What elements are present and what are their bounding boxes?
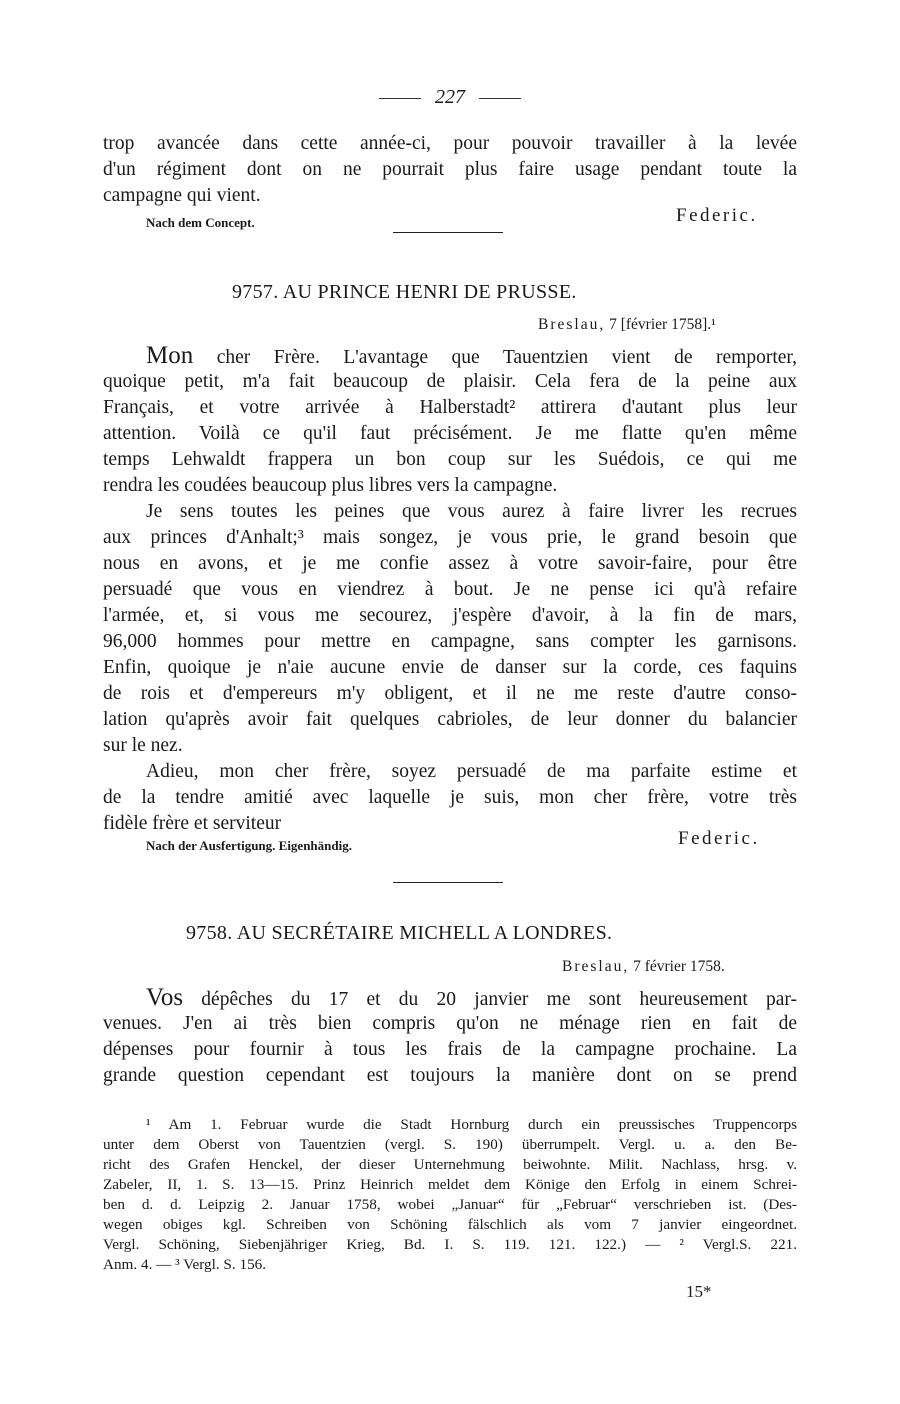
text-line: campagne qui vient.: [103, 185, 261, 206]
text-line: grande question cependant est toujours la manière dont on se prend: [103, 1065, 797, 1086]
text-line: dépenses pour fournir à tous les frais de la campagne prochaine. La: [103, 1039, 797, 1060]
text-line: Adieu, mon cher frère, soyez persuadé de ma parfaite estime et: [146, 761, 797, 782]
letter-heading: 9757. AU PRINCE HENRI DE PRUSSE.: [232, 281, 577, 303]
text-line: venues. J'en ai très bien compris qu'on ne ménage rien en fait de: [103, 1013, 797, 1034]
text-line: temps Lehwaldt frappera un bon coup sur les Suédois, ce qui me: [103, 449, 797, 470]
drop-word: Mon: [146, 342, 194, 369]
signature: Federic.: [676, 205, 758, 226]
source-note: Nach der Ausfertigung. Eigenhändig.: [146, 838, 352, 853]
dateline-date: 7 [février 1758].¹: [609, 316, 716, 333]
footnote-line: ¹ Am 1. Februar wurde die Stadt Hornburg durch ein preussisches Truppencorps: [146, 1116, 797, 1133]
text-line: 96,000 hommes pour mettre en campagne, sans compter les garnisons.: [103, 631, 797, 652]
section-divider: [393, 232, 503, 233]
footnote-line: ben d. d. Leipzig 2. Januar 1758, wobei „Januar“ für „Februar“ verschrieben ist. (Des-: [103, 1196, 797, 1213]
header-dash-left: [379, 98, 421, 99]
footnote-line: Vergl. Schöning, Siebenjähriger Krieg, Bd. I. S. 119. 121. 122.) — ² Vergl.S. 221.: [103, 1236, 797, 1253]
page-number: 227: [435, 86, 465, 108]
footnote-line: Zabeler, II, 1. S. 13—15. Prinz Heinrich meldet dem Könige den Erfolg in einem Schrei-: [103, 1176, 797, 1193]
header-dash-right: [479, 98, 521, 99]
text-line: Mon cher Frère. L'avantage que Tauentzien vient de remporter,: [146, 342, 797, 369]
footnote-line: Anm. 4. — ³ Vergl. S. 156.: [103, 1256, 267, 1273]
drop-word: Vos: [146, 984, 184, 1011]
footnote-line: richt des Grafen Henckel, der dieser Unternehmung beiwohnte. Milit. Nachlass, hrsg. v.: [103, 1156, 797, 1173]
signature: Federic.: [678, 828, 760, 849]
text-line: Enfin, quoique je n'aie aucune envie de danser sur la corde, ces faquins: [103, 657, 797, 678]
text-line: Vos dépêches du 17 et du 20 janvier me sont heureusement par-: [146, 984, 797, 1011]
text-line: Je sens toutes les peines que vous aurez à faire livrer les recrues: [146, 501, 797, 522]
text-line: d'un régiment dont on ne pourrait plus faire usage pendant toute la: [103, 159, 797, 180]
text-line: aux princes d'Anhalt;³ mais songez, je vous prie, le grand besoin que: [103, 527, 797, 548]
text-line: fidèle frère et serviteur: [103, 813, 282, 834]
letter-heading: 9758. AU SECRÉTAIRE MICHELL A LONDRES.: [186, 922, 613, 944]
text-line: lation qu'après avoir fait quelques cabrioles, de leur donner du balancier: [103, 709, 797, 730]
section-divider: [393, 882, 503, 883]
footnote-line: unter dem Oberst von Tauentzien (vergl. S. 190) überrumpelt. Vergl. u. a. den Be-: [103, 1136, 797, 1153]
dateline-date: 7 février 1758.: [633, 958, 725, 975]
source-note: Nach dem Concept.: [146, 215, 255, 230]
text-line: rendra les coudées beaucoup plus libres vers la campagne.: [103, 475, 558, 496]
text-line: de rois et d'empereurs m'y obligent, et il ne me reste d'autre conso-: [103, 683, 797, 704]
letter-dateline: [562, 958, 725, 976]
text-line: de la tendre amitié avec laquelle je suis, mon cher frère, votre très: [103, 787, 797, 808]
text-line: l'armée, et, si vous me secourez, j'espère d'avoir, à la fin de mars,: [103, 605, 797, 626]
text-line: quoique petit, m'a fait beaucoup de plaisir. Cela fera de la peine aux: [103, 371, 797, 392]
dateline-place: Breslau,: [538, 316, 606, 333]
text-line: sur le nez.: [103, 735, 183, 756]
signature-mark: 15*: [686, 1282, 712, 1301]
dateline-place: Breslau,: [562, 958, 630, 975]
text-line: nous en avons, et je me confie assez à votre savoir-faire, pour être: [103, 553, 797, 574]
footnote-line: wegen obiges kgl. Schreiben von Schöning fälschlich als vom 7 janvier eingeordnet.: [103, 1216, 797, 1233]
text-line: trop avancée dans cette année-ci, pour pouvoir travailler à la levée: [103, 133, 797, 154]
text-line: persuadé que vous en viendrez à bout. Je ne pense ici qu'à refaire: [103, 579, 797, 600]
text-line: attention. Voilà ce qu'il faut précisément. Je me flatte qu'en même: [103, 423, 797, 444]
text-line: Français, et votre arrivée à Halberstadt² attirera d'autant plus leur: [103, 397, 797, 418]
letter-dateline: [538, 316, 716, 334]
running-header: [0, 86, 900, 109]
